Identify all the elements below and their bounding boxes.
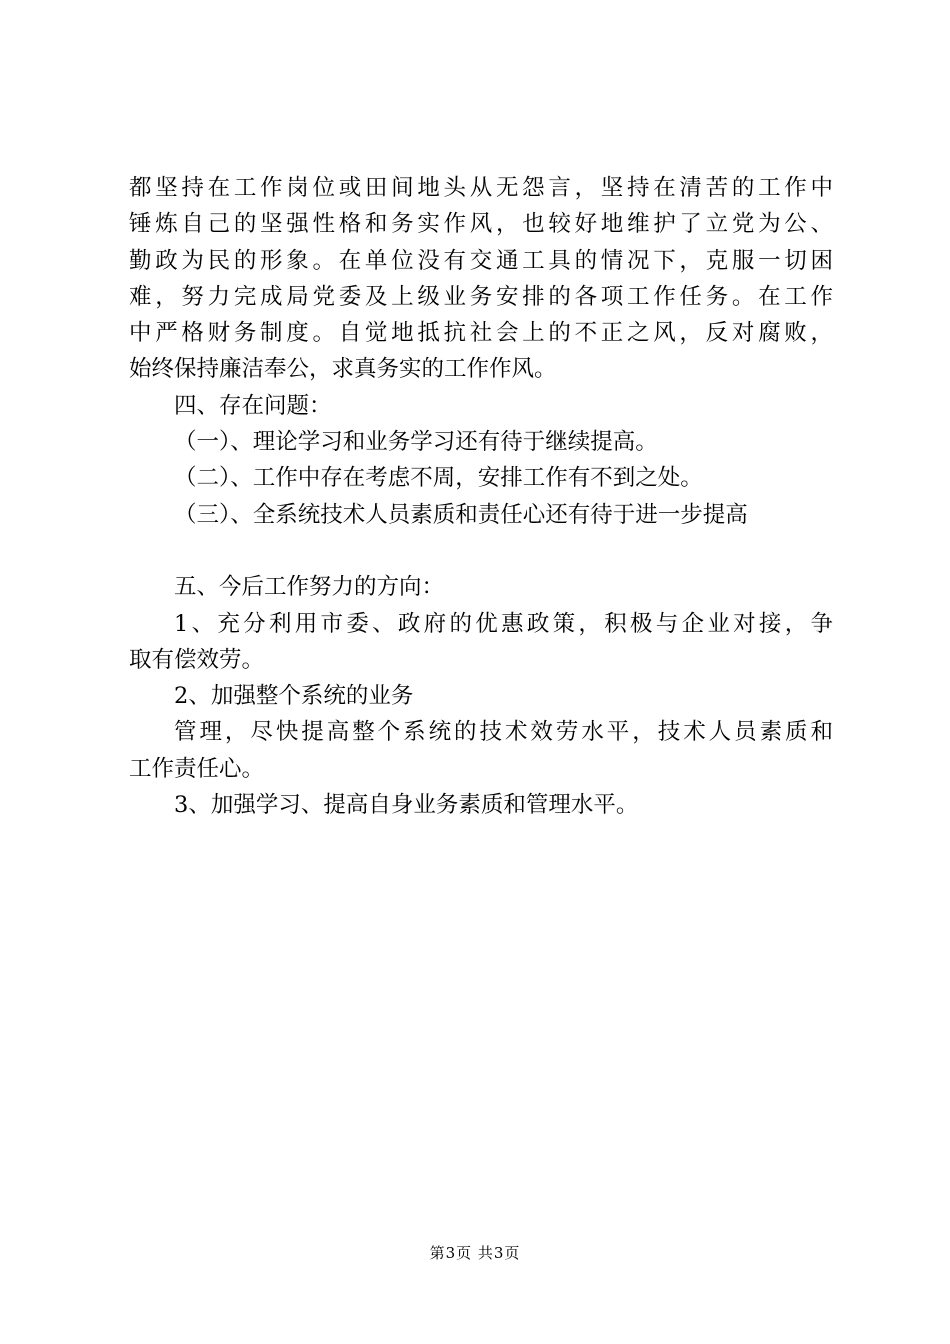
paragraph-line: 始终保持廉洁奉公，求真务实的工作作风。 <box>129 356 557 383</box>
paragraph-line: 勤政为民的形象。在单位没有交通工具的情况下，克服一切困 <box>129 247 833 274</box>
blank-line <box>129 533 833 569</box>
direction-item-2: 2、加强整个系统的业务 <box>174 683 414 710</box>
direction-item-2-end: 工作责任心。 <box>129 755 265 782</box>
paragraph-line: 锤炼自己的坚强性格和务实作风，也较好地维护了立党为公、 <box>129 211 833 238</box>
direction-item-2-continued: 管理，尽快提高整个系统的技术效劳水平，技术人员素质和 <box>174 719 833 746</box>
document-body <box>129 170 833 823</box>
problem-item-1: （一）、理论学习和业务学习还有待于继续提高。 <box>174 429 658 456</box>
direction-item-3: 3、加强学习、提高自身业务素质和管理水平。 <box>174 792 639 819</box>
paragraph-line: 都坚持在工作岗位或田间地头从无怨言，坚持在清苦的工作中 <box>129 175 833 201</box>
problem-item-3: （三）、全系统技术人员素质和责任心还有待于进一步提高 <box>174 501 748 528</box>
direction-item-1: 1、充分利用市委、政府的优惠政策，积极与企业对接，争 <box>174 610 833 637</box>
page-number-footer: 第3页 共3页 <box>429 1244 521 1262</box>
problem-item-2: （二）、工作中存在考虑不周，安排工作有不到之处。 <box>174 465 703 492</box>
paragraph-line: 中严格财务制度。自觉地抵抗社会上的不正之风，反对腐败， <box>129 320 833 347</box>
section-heading-future-direction: 五、今后工作努力的方向： <box>174 574 445 601</box>
paragraph-line: 难，努力完成局党委及上级业务安排的各项工作任务。在工作 <box>129 283 833 310</box>
direction-item-1-continued: 取有偿效劳。 <box>129 646 265 673</box>
section-heading-problems: 四、存在问题： <box>174 392 332 419</box>
